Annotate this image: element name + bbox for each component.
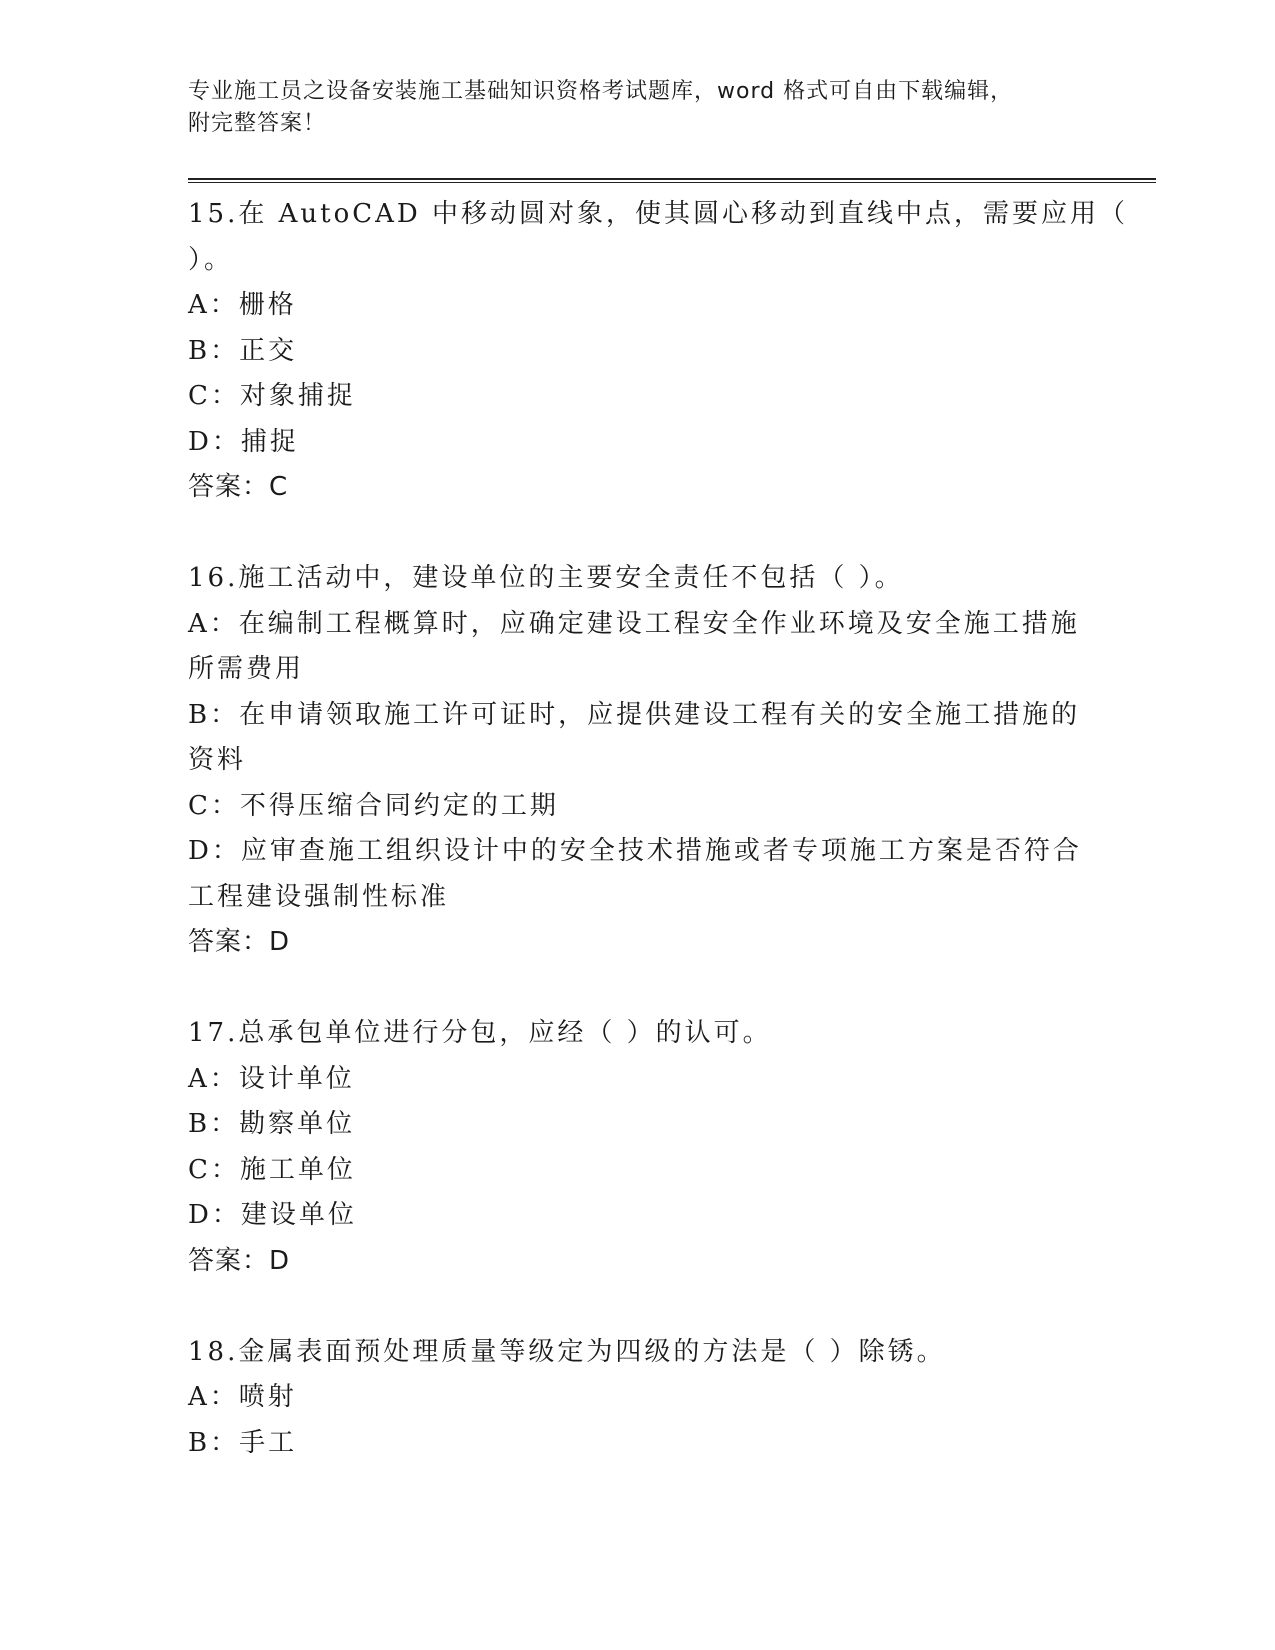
question-18 [188,1330,1088,1467]
spacer [188,966,1088,1012]
option-a-cont: 所需费用 [188,654,305,684]
question-stem: 18.金属表面预处理质量等级定为四级的方法是（ ）除锈。 [188,1336,946,1367]
header-line-2: 附完整答案！ [188,111,327,136]
page-header [188,76,1088,140]
option-b: B：正交 [188,335,298,366]
header-divider-thick [188,178,1156,180]
question-list [188,192,1129,1466]
question-15 [188,192,1129,511]
spacer [188,1284,1088,1330]
option-b: B：在申请领取施工许可证时，应提供建设工程有关的安全施工措施的 [188,699,1081,730]
question-stem: 16.施工活动中，建设单位的主要安全责任不包括（ ）。 [188,563,904,593]
option-d: D：建设单位 [188,1200,357,1230]
option-a: A：喷射 [188,1382,297,1412]
question-stem: 17.总承包单位进行分包，应经（ ）的认可。 [188,1018,772,1048]
header-divider-thin [188,182,1156,183]
answer-line: 答案：C [188,472,289,502]
option-b-cont: 资料 [188,745,247,775]
option-c: C：不得压缩合同约定的工期 [188,790,559,821]
option-a: A：设计单位 [188,1063,355,1094]
option-a: A：在编制工程概算时，应确定建设工程安全作业环境及安全施工措施 [188,608,1080,639]
question-stem-cont: ）。 [188,244,234,275]
option-d: D：捕捉 [188,426,299,457]
option-c: C：施工单位 [188,1154,356,1185]
question-16 [188,556,1088,966]
question-17 [188,1011,1088,1284]
option-b: B：手工 [188,1427,298,1458]
answer-line: 答案：D [188,1245,291,1276]
option-c: C：对象捕捉 [188,381,356,411]
option-d: D：应审查施工组织设计中的安全技术措施或者专项施工方案是否符合 [188,836,1082,866]
option-d-cont: 工程建设强制性标准 [188,881,450,912]
option-a: A：栅格 [188,290,297,320]
answer-line: 答案：D [188,927,291,957]
header-line-1: 专业施工员之设备安装施工基础知识资格考试题库，word 格式可自由下载编辑， [188,79,1014,104]
question-stem: 15.在 AutoCAD 中移动圆对象，使其圆心移动到直线中点，需要应用（ [188,199,1129,229]
spacer [188,511,1088,557]
option-b: B：勘察单位 [188,1109,356,1139]
